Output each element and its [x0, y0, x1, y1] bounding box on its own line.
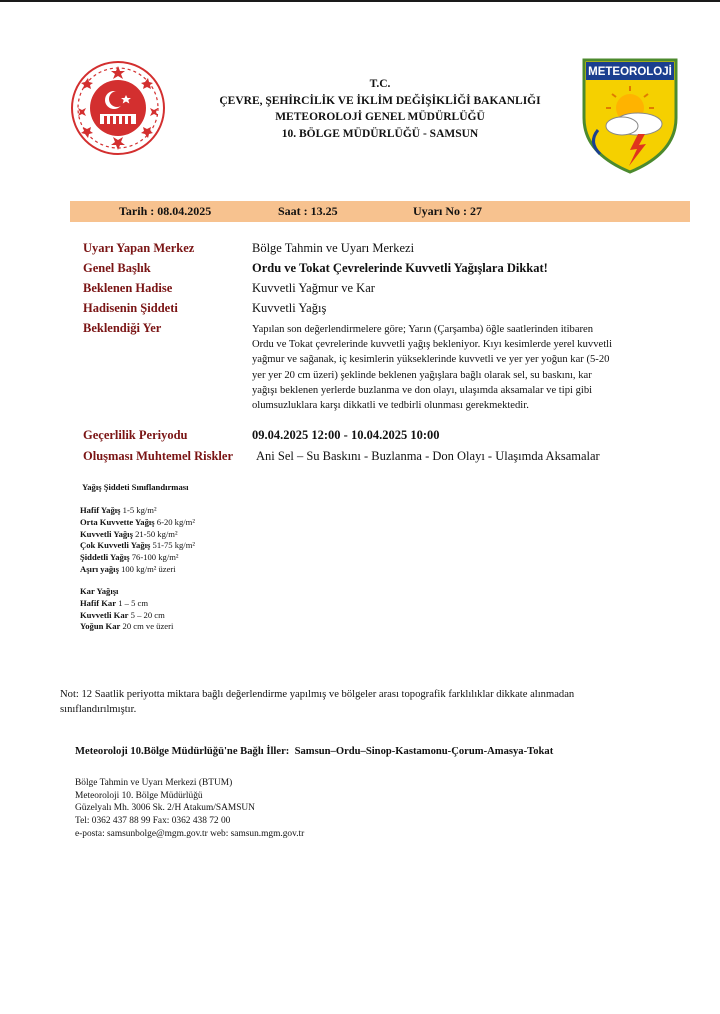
severity-value: Kuvvetli Yağış	[252, 301, 327, 315]
snow-class-title: Kar Yağışı	[80, 586, 119, 596]
rain-class-item: Aşırı yağış 100 kg/m² üzeri	[80, 563, 176, 574]
date-bar	[70, 201, 690, 222]
contact-email: e-posta: samsunbolge@mgm.gov.tr web: samsun.mgm.gov.tr	[75, 828, 305, 839]
validity-value: 09.04.2025 12:00 - 10.04.2025 10:00	[252, 428, 440, 442]
contact-block	[75, 777, 304, 841]
snow-class-list	[80, 586, 173, 633]
title-value: Ordu ve Tokat Çevrelerinde Kuvvetli Yağışlara Dikkat!	[252, 261, 548, 275]
warning-time: Saat : 13.25	[278, 204, 338, 218]
meteoroloji-logo-icon	[580, 58, 680, 174]
event-value: Kuvvetli Yağmur ve Kar	[252, 281, 375, 295]
rain-class-item: Orta Kuvvette Yağış 6-20 kg/m²	[80, 516, 195, 527]
title-label: Genel Başlık	[83, 261, 151, 275]
center-label: Uyarı Yapan Merkez	[83, 241, 195, 255]
contact-line: Bölge Tahmin ve Uyarı Merkezi (BTUM)	[75, 778, 233, 788]
center-value: Bölge Tahmin ve Uyarı Merkezi	[252, 241, 415, 255]
rain-class-item: Hafif Yağış 1-5 kg/m²	[80, 505, 157, 515]
snow-class-item: Yoğun Kar 20 cm ve üzeri	[80, 621, 174, 632]
place-line: yer yer 20 cm üzeri) şeklinde beklenen yağışlara bağlı olarak sel, su baskını, kar	[252, 369, 592, 381]
top-border-line	[0, 0, 720, 2]
header-line-1: T.C.	[369, 78, 391, 90]
provinces-value: Samsun–Ordu–Sinop-Kastamonu-Çorum-Amasya-Tokat	[294, 746, 554, 757]
risks-label: Oluşması Muhtemel Riskler	[83, 449, 233, 463]
rain-class-list	[80, 505, 195, 576]
provinces-label: Meteoroloji 10.Bölge Müdürlüğü'ne Bağlı İller:	[75, 746, 290, 757]
warning-date: Tarih : 08.04.2025	[119, 204, 212, 218]
validity-label: Geçerlilik Periyodu	[83, 428, 188, 442]
risks-value: Ani Sel – Su Baskını - Buzlanma - Don Olayı - Ulaşımda Aksamalar	[256, 449, 600, 463]
classification-note: Not: 12 Saatlik periyotta miktara bağlı değerlendirme yapılmış ve bölgeler arası topografik farklılıklar dikkate alınmadan sınıflandırılmıştır.	[60, 689, 575, 716]
place-description	[252, 322, 682, 413]
contact-line: Meteoroloji 10. Bölge Müdürlüğü	[75, 790, 203, 801]
severity-label: Hadisenin Şiddeti	[83, 301, 178, 315]
snow-class-item: Kuvvetli Kar 5 – 20 cm	[80, 609, 165, 620]
logo-text: METEOROLOJİ	[588, 66, 672, 78]
place-line: yağmur ve sağanak, iç kesimlerin yükseklerinde kuvvetli ve yer yer yoğun kar (5-20	[252, 354, 610, 366]
contact-address: Güzelyalı Mh. 3006 Sk. 2/H Atakum/SAMSUN	[75, 803, 255, 814]
provinces-line	[75, 746, 553, 757]
place-line: Yapılan son değerlendirmelere göre; Yarın (Çarşamba) öğle saatlerinden itibaren	[252, 324, 594, 335]
place-line: yağışı beklenen yerlerde buzlanma ve don olayı, ulaşımda aksamalar ve tipi gibi	[252, 384, 593, 396]
contact-phone: Tel: 0362 437 88 99 Fax: 0362 438 72 00	[75, 816, 231, 827]
place-line: Ordu ve Tokat çevrelerinde kuvvetli yağış bekleniyor. Kıyı kesimlerde yerel kuvvetli	[252, 339, 613, 351]
warning-number: Uyarı No : 27	[413, 204, 482, 218]
rain-class-item: Şiddetli Yağış 76-100 kg/m²	[80, 552, 179, 563]
ministry-header	[150, 76, 610, 142]
place-label: Beklendiği Yer	[83, 321, 162, 335]
rain-class-item: Çok Kuvvetli Yağış 51-75 kg/m²	[80, 540, 195, 551]
header-line-4: 10. BÖLGE MÜDÜRLÜĞÜ - SAMSUN	[281, 127, 479, 140]
header-line-3: METEOROLOJİ GENEL MÜDÜRLÜĞÜ	[275, 111, 485, 123]
snow-class-item: Hafif Kar 1 – 5 cm	[80, 597, 149, 608]
rain-class-item: Kuvvetli Yağış 21-50 kg/m²	[80, 528, 178, 539]
header-line-2: ÇEVRE, ŞEHİRCİLİK VE İKLİM DEĞİŞİKLİĞİ BAKANLIĞI	[219, 94, 541, 107]
place-line: olumsuzluklara karşı dikkatli ve tedbirli olunması gerekmektedir.	[252, 400, 529, 412]
event-label: Beklenen Hadise	[83, 281, 173, 295]
rain-class-title: Yağış Şiddeti Sınıflandırması	[82, 482, 189, 492]
